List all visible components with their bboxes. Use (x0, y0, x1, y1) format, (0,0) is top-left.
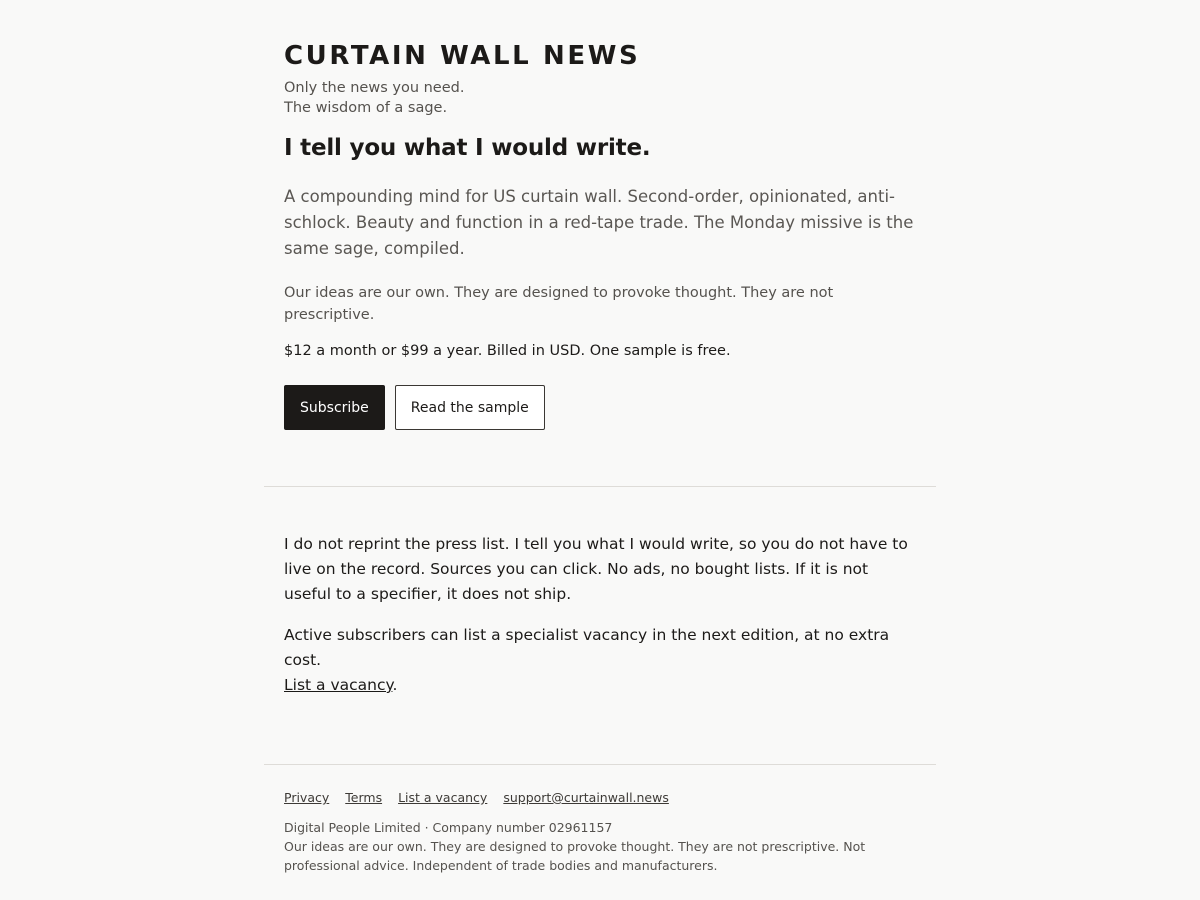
tagline-secondary: The wisdom of a sage. (284, 100, 448, 116)
vacancy-paragraph-text: Active subscribers can list a specialist vacancy in the next edition, at no extra cost. (284, 626, 890, 669)
list-vacancy-link[interactable]: List a vacancy (284, 676, 393, 694)
footer-legal (284, 818, 916, 875)
hero-headline: I tell you what I would write. (284, 135, 651, 161)
footer-links (284, 789, 916, 807)
section-divider-top (264, 486, 936, 487)
page (264, 0, 936, 875)
about-paragraph: I do not reprint the press list. I tell you what I would write, so you do not have to live on the record. Sources you can click. No ads, no bought lists. If it is not useful to a specifier, it does not ship. (284, 535, 908, 603)
footer-terms-link[interactable]: Terms (345, 790, 383, 805)
footer (264, 789, 936, 875)
hero-lede: A compounding mind for US curtain wall. Second-order, opinionated, anti-schlock. Beauty and function in a red-tape trade. The Monday missive is the same sage, compiled. (284, 187, 914, 258)
about-section (264, 532, 936, 698)
section-divider-bottom (264, 764, 936, 765)
cta-buttons (284, 385, 916, 430)
footer-email-link[interactable]: support@curtainwall.news (503, 790, 669, 805)
subscribe-button[interactable]: Subscribe (284, 385, 385, 430)
footer-vacancy-link[interactable]: List a vacancy (398, 790, 488, 805)
company-info: Digital People Limited · Company number 02961157 (284, 820, 613, 835)
footer-privacy-link[interactable]: Privacy (284, 790, 330, 805)
vacancy-paragraph (284, 623, 916, 698)
legal-disclaimer: Our ideas are our own. They are designed to provoke thought. They are not prescriptive. Not professional advice. Independent of trade bodies and manufacturers. (284, 839, 866, 873)
pricing-text: $12 a month or $99 a year. Billed in USD. One sample is free. (284, 343, 731, 359)
read-sample-button[interactable]: Read the sample (395, 385, 545, 430)
vacancy-paragraph-period: . (392, 676, 398, 694)
tagline-primary: Only the news you need. (284, 80, 465, 96)
hero-disclaimer: Our ideas are our own. They are designed to provoke thought. They are not prescriptive. (284, 285, 834, 323)
site-title: CURTAIN WALL NEWS (284, 41, 641, 71)
header-section (264, 0, 936, 430)
